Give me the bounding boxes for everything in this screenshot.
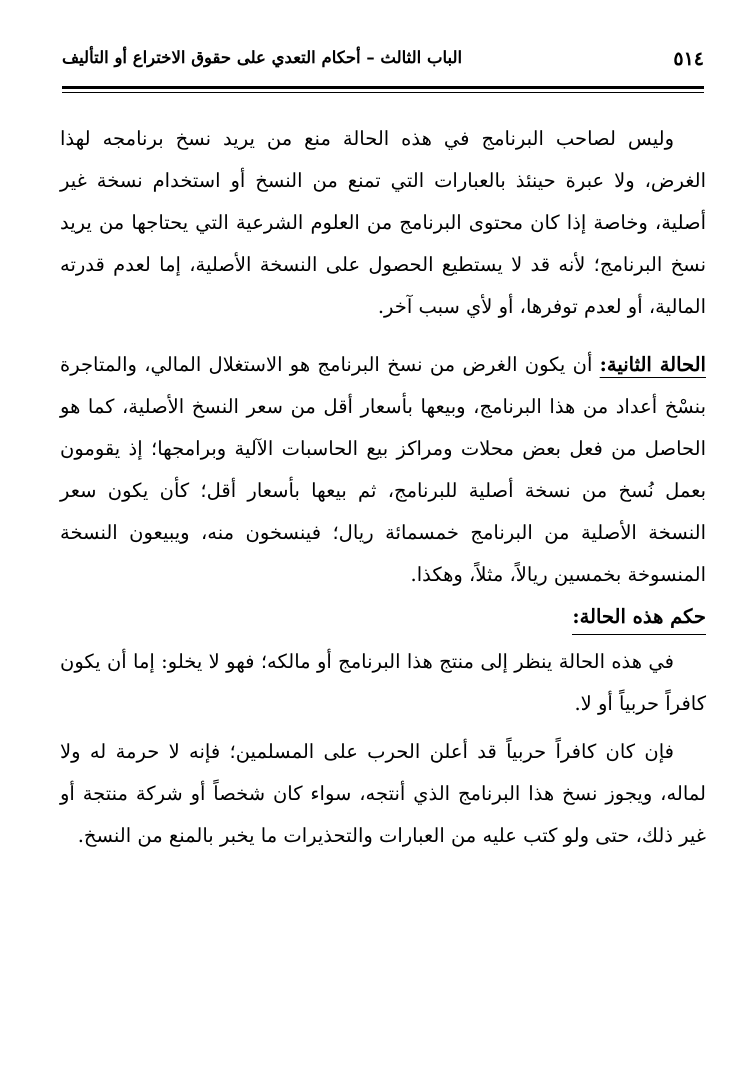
paragraph-2 bbox=[60, 344, 706, 596]
page-number: ٥١٤ bbox=[673, 48, 704, 70]
paragraph-1: وليس لصاحب البرنامج في هذه الحالة منع من يريد نسخ برنامجه لهذا الغرض، ولا عبرة حينئذ بالعبارات التي تمنع من النسخ أو استخدام نسخة غير أصلية، وخاصة إذا كان محتوى البرنامج من العلوم الشرعية التي يحتاجها من يريد نسخ البرنامج؛ لأنه قد لا يستطيع الحصول على النسخة الأصلية، إما لعدم قدرته المالية، أو لعدم توفرها، أو لأي سبب آخر. bbox=[60, 127, 706, 318]
subheading-wrapper bbox=[60, 596, 706, 641]
header-rule-thin bbox=[62, 92, 704, 93]
paragraph-4: فإن كان كافراً حربياً قد أعلن الحرب على المسلمين؛ فإنه لا حرمة له ولا لماله، ويجوز نسخ هذا البرنامج الذي أنتجه، سواء كان شخصاً أو شركة منتجة أو غير ذلك، حتى ولو كتب عليه من العبارات والتحذيرات ما يخبر بالمنع من النسخ. bbox=[60, 740, 706, 847]
page-body bbox=[60, 118, 706, 857]
running-title: الباب الثالث – أحكام التعدي على حقوق الاختراع أو التأليف bbox=[62, 48, 463, 67]
header-rule-thick bbox=[62, 86, 704, 89]
page-header bbox=[62, 38, 704, 78]
case-two-label: الحالة الثانية: bbox=[599, 353, 706, 376]
ruling-subheading: حكم هذه الحالة: bbox=[572, 600, 706, 635]
paragraph-3: في هذه الحالة ينظر إلى منتج هذا البرنامج أو مالكه؛ فهو لا يخلو: إما أن يكون كافراً حربياً أو لا. bbox=[60, 650, 706, 715]
paragraph-2-text: أن يكون الغرض من نسخ البرنامج هو الاستغلال المالي، والمتاجرة بنسْخ أعداد من هذا البرنامج، وبيعها بأسعار أقل من سعر النسخ الأصلية، كما هو الحاصل من فعل بعض محلات ومراكز بيع الحاسبات الآلية وبرامجها؛ إذ يقومون بعمل نُسخ من نسخة أصلية للبرنامج، ثم بيعها بأسعار أقل؛ كأن يكون سعر النسخة الأصلية من البرنامج خمسمائة ريال؛ فينسخون منه، ويبيعون النسخة المنسوخة بخمسين ريالاً، مثلاً، وهكذا. bbox=[60, 353, 706, 586]
